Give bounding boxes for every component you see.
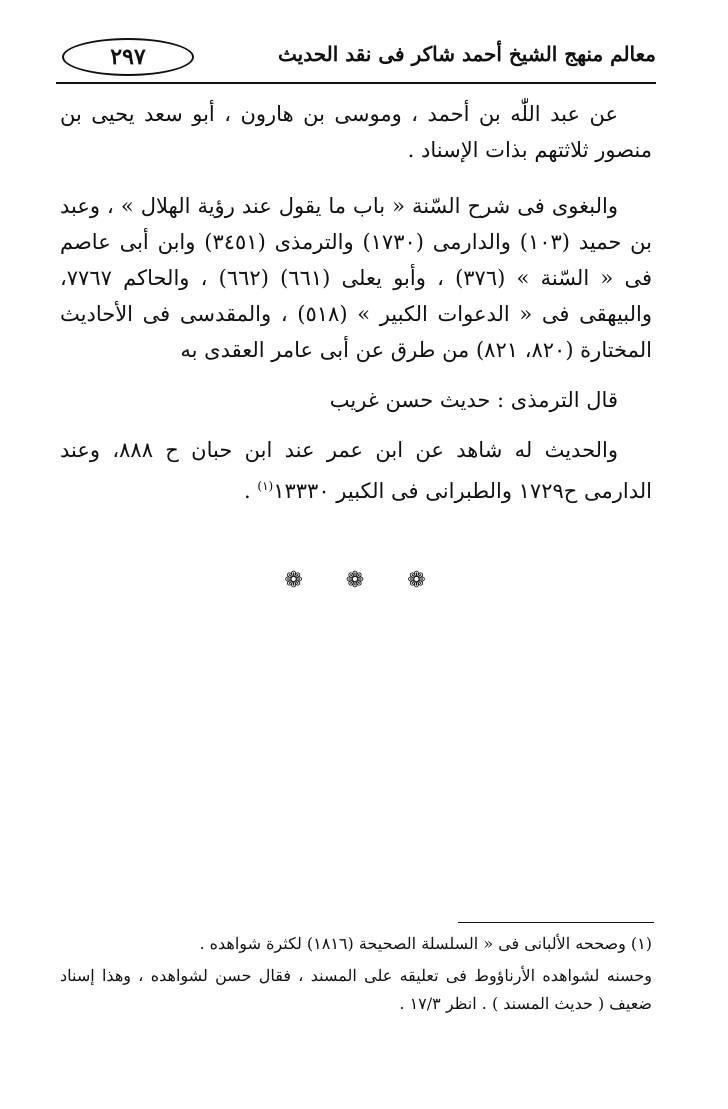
paragraph-4: [60, 432, 652, 509]
paragraph-4-text: والحديث له شاهد عن ابن عمر عند ابن حبان ح ٨٨٨، وعند الدارمى ح١٧٢٩ والطبرانى فى الكبير ١٣٣٣٠: [60, 438, 652, 503]
footnote-reference: (١): [257, 479, 274, 493]
section-separator-ornament: ❁ ❁ ❁: [284, 568, 444, 593]
footnote-divider: [458, 922, 654, 923]
paragraph-1: عن عبد اللّٰه بن أحمد ، وموسى بن هارون ، أبو سعد يحيى بن منصور ثلاثتهم بذات الإسناد .: [60, 102, 652, 162]
paragraph-3: قال الترمذى : حديث حسن غريب: [329, 388, 618, 412]
page-header: [56, 32, 656, 78]
header-divider: [56, 82, 656, 84]
page-number: ٢٩٧: [62, 38, 194, 76]
main-text: [60, 96, 652, 523]
running-title: معالم منهج الشيخ أحمد شاكر فى نقد الحديث: [278, 42, 656, 66]
footnote-1: (١) وصححه الألبانى فى « السلسلة الصحيحة (١٨١٦) لكثرة شواهده .: [199, 934, 652, 953]
paragraph-4-end: .: [244, 479, 258, 503]
paragraph-2: والبغوى فى شرح السّنة « باب ما يقول عند رؤية الهلال » ، وعبد بن حميد (١٠٣) والدارمى (١٧٣٠) والترمذى (٣٤٥١) وابن أبى عاصم فى « السّنة » (٣٧٦) ، وأبو يعلى (٦٦١) (٦٦٢) ، والحاكم ٧٧٦٧، والبيهقى فى « الدعوات الكبير » (٥١٨) ، والمقدسى فى الأحاديث المختارة (٨٢٠، ٨٢١) من طرق عن أبى عامر العقدى به: [60, 194, 652, 362]
footnote-1-continued: وحسنه لشواهده الأرناؤوط فى تعليقه على المسند ، فقال حسن لشواهده ، وهذا إسناد ضعيف ( حديث المسند ) . انظر ١٧/٣ .: [60, 966, 653, 1013]
footnotes: [60, 930, 652, 1022]
